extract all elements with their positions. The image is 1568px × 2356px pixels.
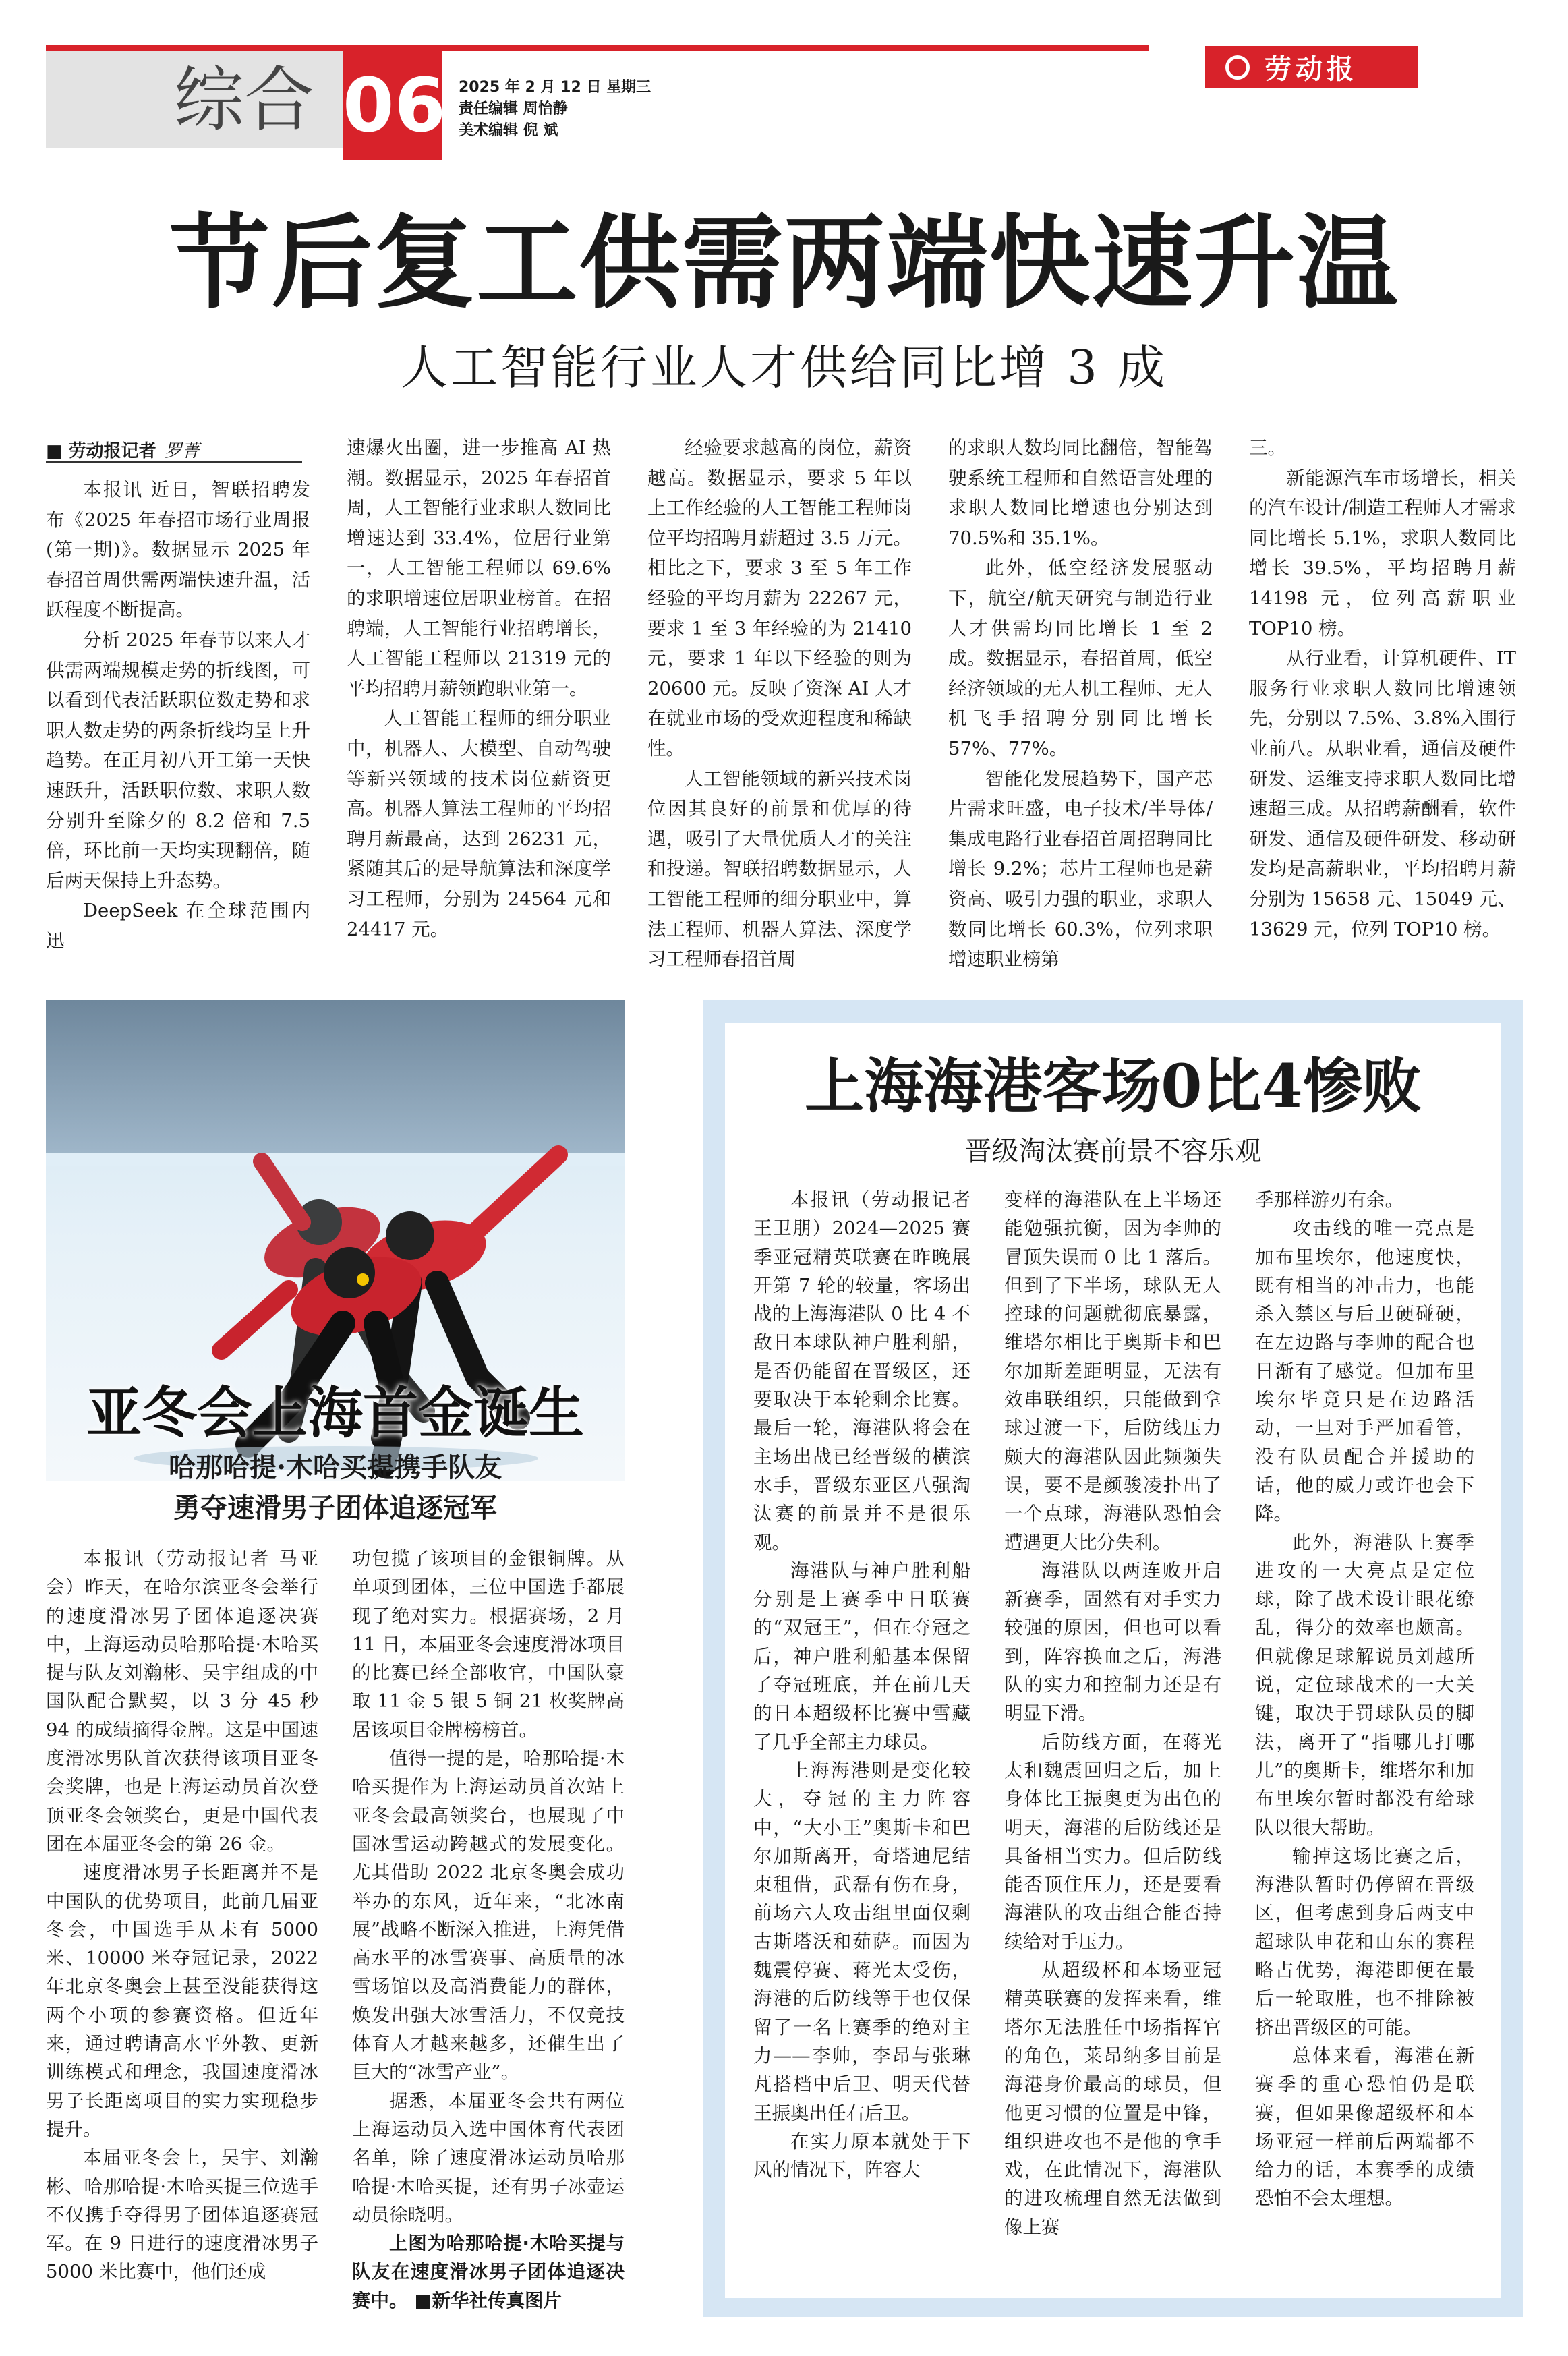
- paragraph: 从行业看，计算机硬件、IT 服务行业求职人数同比增速领先，分别以 7.5%、3.8%入围行业前八。从职业看，通信及硬件研发、运维支持求职人数同比增速超三成。从招聘薪酬看，软件研发、通信及硬件研发、移动研发均是高薪职业，平均招聘月薪分别为 15658 元、15049 元、13629 元，位列 TOP10 榜。: [1249, 648, 1516, 940]
- editor-line: 责任编辑 周怡静: [459, 100, 568, 117]
- paragraph: 速度滑冰男子长距离并不是中国队的优势项目，此前几届亚冬会，中国选手从未有 5000 米、10000 米夺冠记录，2022 年北京冬奥会上甚至没能获得这两个小项的参赛资格。但近年来，通过聘请高水平外教、更新训练模式和理念，我国速度滑冰男子长距离项目的实力实现稳步提升。: [46, 1862, 318, 2140]
- paragraph: 从超级杯和本场亚冠精英联赛的发挥来看，维塔尔无法胜任中场指挥官的角色，莱昂纳多目前是海港身价最高的球员，但他更习惯的位置是中锋，组织进攻也不是他的拿手戏，在此情况下，海港队的进攻梳理自然无法做到像上赛: [1004, 1959, 1221, 2238]
- date-line: 2025 年 2 月 12 日 星期三: [459, 79, 651, 96]
- paragraph: 此外，低空经济发展驱动下，航空/航天研究与制造行业人才供需均同比增长 1 至 2 成。数据显示，春招首周，低空经济领域的无人机工程师、无人机飞手招聘分别同比增长 57%、77%。: [948, 557, 1213, 759]
- lead-column-2: [347, 433, 611, 944]
- football-column-2: [1004, 1186, 1221, 2241]
- newspaper-logo: [1205, 46, 1418, 88]
- paragraph: 输掉这场比赛之后，海港队暂时仍停留在晋级区，但考虑到身后两支中超球队申花和山东的赛程略占优势，海港即便在最后一轮取胜，也不排除被挤出晋级区的可能。: [1255, 1845, 1474, 2038]
- football-headline: 上海海港客场0比4惨败: [805, 1051, 1422, 1121]
- skating-column-1: [46, 1545, 318, 2287]
- paragraph: 本报讯（劳动报记者 王卫朋）2024—2025 赛季亚冠精英联赛在昨晚展开第 7 轮的较量，客场出战的上海海港队 0 比 4 不敌日本球队神户胜利船，是否仍能留在晋级区，还要取决于本轮剩余比赛。最后一轮，海港队将会在主场出战已经晋级的横滨水手，晋级东亚区八强淘汰赛的前景并不是很乐观。: [753, 1189, 970, 1553]
- skating-subhead-2: 勇夺速滑男子团体追逐冠军: [173, 1492, 497, 1524]
- lead-column-5: [1249, 433, 1516, 944]
- paragraph: 海港队以两连败开启新赛季，固然有对手实力较强的原因，但也可以看到，阵容换血之后，海港队的实力和控制力还是有明显下滑。: [1004, 1559, 1221, 1725]
- byline-rule: [46, 461, 302, 463]
- paragraph: 三。: [1249, 437, 1286, 459]
- photo-credit: ■新华社传真图片: [414, 2289, 562, 2311]
- paragraph: 攻击线的唯一亮点是加布里埃尔，他速度快，既有相当的冲击力，也能杀入禁区与后卫硬碰硬，在左边路与李帅的配合也日渐有了感觉。但加布里埃尔毕竟只是在边路活动，一旦对手严加看管，没有队员配合并援助的话，他的威力或许也会下降。: [1255, 1217, 1474, 1525]
- art-editor-line: 美术编辑 倪 斌: [459, 122, 558, 139]
- byline-name: 罗菁: [164, 441, 200, 461]
- lead-column-3: [647, 433, 912, 975]
- paragraph: 值得一提的是，哈那哈提·木哈买提作为上海运动员首次站上亚冬会最高领奖台，也展现了中国冰雪运动跨越式的发展变化。尤其借助 2022 北京冬奥会成功举办的东风，近年来，“北冰南展”战略不断深入推进，上海凭借高水平的冰雪赛事、高质量的冰雪场馆以及高消费能力的群体，焕发出强大冰雪活力，不仅竞技体育人才越来越多，还催生出了巨大的“冰雪产业”。: [352, 1748, 625, 2084]
- paragraph: 本届亚冬会上，吴宇、刘瀚彬、哈那哈提·木哈买提三位选手不仅携手夺得男子团体追逐赛冠军。在 9 日进行的速度滑冰男子 5000 米比赛中，他们还成: [46, 2147, 318, 2283]
- skating-subhead-1: 哈那哈提·木哈买提携手队友: [169, 1452, 502, 1483]
- paragraph: 本报讯 近日，智联招聘发布《2025 年春招市场行业周报(第一期)》。数据显示 2025 年春招首周供需两端快速升温，活跃程度不断提高。: [46, 479, 310, 621]
- skating-headline: 亚冬会上海首金诞生: [86, 1381, 584, 1445]
- paragraph: 海港队与神户胜利船分别是上赛季中日联赛的“双冠王”，但在夺冠之后，神户胜利船基本保留了夺冠班底，并在前几天的日本超级杯比赛中雪藏了几乎全部主力球员。: [753, 1559, 970, 1753]
- caption-text: 上图为哈那哈提·木哈买提与队友在速度滑冰男子团体追逐决赛中。: [352, 2233, 625, 2311]
- lead-column-4: [948, 433, 1213, 975]
- section-title: 综合: [174, 59, 315, 141]
- football-column-3: [1255, 1186, 1474, 2213]
- skating-column-2: [352, 1545, 625, 2315]
- byline-label: ■ 劳动报记者: [46, 441, 156, 461]
- paragraph: 人工智能领域的新兴技术岗位因其良好的前景和优厚的待遇，吸引了大量优质人才的关注和投递。智联招聘数据显示，人工智能工程师的细分职业中，算法工程师、机器人算法、深度学习工程师春招首周: [647, 768, 912, 971]
- paragraph: 经验要求越高的岗位，薪资越高。数据显示，要求 5 年以上工作经验的人工智能工程师岗位平均招聘月薪超过 3.5 万元。相比之下，要求 3 至 5 年工作经验的平均月薪为 22267 元，要求 1 至 3 年经验的为 21410 元，要求 1 年以下经验的则为 20600 元。反映了资深 AI 人才在就业市场的受欢迎程度和稀缺性。: [647, 437, 912, 759]
- paragraph: 功包揽了该项目的金银铜牌。从单项到团体，三位中国选手都展现了绝对实力。根据赛场，2 月 11 日，本届亚冬会速度滑冰项目的比赛已经全部收官，中国队豪取 11 金 5 银 5 铜 21 枚奖牌高居该项目金牌榜榜首。: [352, 1548, 625, 1741]
- lead-subhead: 人工智能行业人才供给同比增 3 成: [400, 340, 1168, 395]
- newspaper-name: 劳动报: [1265, 53, 1358, 85]
- lead-byline: [46, 437, 302, 462]
- paragraph: 人工智能工程师的细分职业中，机器人、大模型、自动驾驶等新兴领域的技术岗位薪资更高。机器人算法工程师的平均招聘月薪最高，达到 26231 元，紧随其后的是导航算法和深度学习工程师，分别为 24564 元和 24417 元。: [347, 708, 611, 940]
- lead-column-1: [46, 475, 310, 956]
- paragraph: 的求职人数均同比翻倍，智能驾驶系统工程师和自然语言处理的求职人数同比增速也分别达到 70.5%和 35.1%。: [948, 437, 1213, 549]
- paragraph: 分析 2025 年春节以来人才供需两端规模走势的折线图，可以看到代表活跃职位数走势和求职人数走势的两条折线均呈上升趋势。在正月初八开工第一天快速跃升，活跃职位数、求职人数分别升至除夕的 8.2 倍和 7.5 倍，环比前一天均实现翻倍，随后两天保持上升态势。: [46, 629, 310, 892]
- paragraph: 此外，海港队上赛季进攻的一大亮点是定位球，除了战术设计眼花缭乱，得分的效率也颇高。但就像足球解说员刘越所说，定位球战术的一大关键，取决于罚球队员的脚法，离开了“指哪儿打哪儿”的奥斯卡，维塔尔和加布里埃尔暂时都没有给球队以很大帮助。: [1255, 1531, 1474, 1839]
- logo-mark-icon: [1225, 55, 1250, 80]
- paragraph: 在实力原本就处于下风的情况下，阵容大: [753, 2130, 970, 2181]
- paragraph: 变样的海港队在上半场还能勉强抗衡，因为李帅的冒顶失误而 0 比 1 落后。但到了下半场，球队无人控球的问题就彻底暴露，维塔尔相比于奥斯卡和巴尔加斯差距明显，无法有效串联组织，只能做到拿球过渡一下，后防线压力颇大的海港队因此频频失误，要不是颜骏凌扑出了一个点球，海港队恐怕会遭遇更大比分失利。: [1004, 1189, 1221, 1553]
- paragraph: 新能源汽车市场增长，相关的汽车设计/制造工程师人才需求同比增长 5.1%，求职人数同比增长 39.5%，平均招聘月薪 14198 元，位列高薪职业 TOP10 榜。: [1249, 467, 1516, 639]
- page-number: 06: [343, 51, 442, 160]
- paragraph: 据悉，本届亚冬会共有两位上海运动员入选中国体育代表团名单，除了速度滑冰运动员哈那哈提·木哈买提，还有男子冰壶运动员徐晓明。: [352, 2090, 625, 2226]
- paragraph: 季那样游刃有余。: [1255, 1189, 1403, 1211]
- photo-caption: [352, 2229, 625, 2315]
- lead-headline: 节后复工供需两端快速升温: [169, 204, 1399, 322]
- paragraph: DeepSeek 在全球范围内迅: [46, 900, 310, 952]
- football-subhead: 晋级淘汰赛前景不容乐观: [964, 1136, 1262, 1167]
- top-red-rule: [46, 45, 1149, 51]
- football-column-1: [753, 1186, 970, 2184]
- paragraph: 本报讯（劳动报记者 马亚会）昨天，在哈尔滨亚冬会举行的速度滑冰男子团体追逐决赛中，上海运动员哈那哈提·木哈买提与队友刘瀚彬、吴宇组成的中国队配合默契，以 3 分 45 秒 94 的成绩摘得金牌。这是中国速度滑冰男队首次获得该项目亚冬会奖牌，也是上海运动员首次登顶亚冬会领奖台，更是中国代表团在本届亚冬会的第 26 金。: [46, 1548, 318, 1855]
- paragraph: 智能化发展趋势下，国产芯片需求旺盛，电子技术/半导体/集成电路行业春招首周招聘同比增长 9.2%；芯片工程师也是薪资高、吸引力强的职业，求职人数同比增长 60.3%，位列求职增速职业榜第: [948, 768, 1213, 971]
- paragraph: 上海海港则是变化较大，夺冠的主力阵容中，“大小王”奥斯卡和巴尔加斯离开，奇塔迪尼结束租借，武磊有伤在身，前场六人攻击组里面仅剩古斯塔沃和茹萨。而因为魏震停赛、蒋光太受伤，海港的后防线等于也仅保留了一名上赛季的绝对主力——李帅，李昂与张琳芃搭档中后卫、明天代替王振奥出任右后卫。: [753, 1759, 970, 2124]
- paragraph: 总体来看，海港在新赛季的重心恐怕仍是联赛，但如果像超级杯和本场亚冠一样前后两端都不给力的话，本赛季的成绩恐怕不会太理想。: [1255, 2044, 1474, 2210]
- paragraph: 后防线方面，在蒋光太和魏震回归之后，加上身体比王振奥更为出色的明天，海港的后防线还是具备相当实力。但后防线能否顶住压力，还是要看海港队的攻击组合能否持续给对手压力。: [1004, 1731, 1221, 1953]
- paragraph: 速爆火出圈，进一步推高 AI 热潮。数据显示，2025 年春招首周，人工智能行业求职人数同比增速达到 33.4%，位居行业第一，人工智能工程师以 69.6%的求职增速位居职业榜首。在招聘端，人工智能行业招聘增长，人工智能工程师以 21319 元的平均招聘月薪领跑职业第一。: [347, 437, 611, 699]
